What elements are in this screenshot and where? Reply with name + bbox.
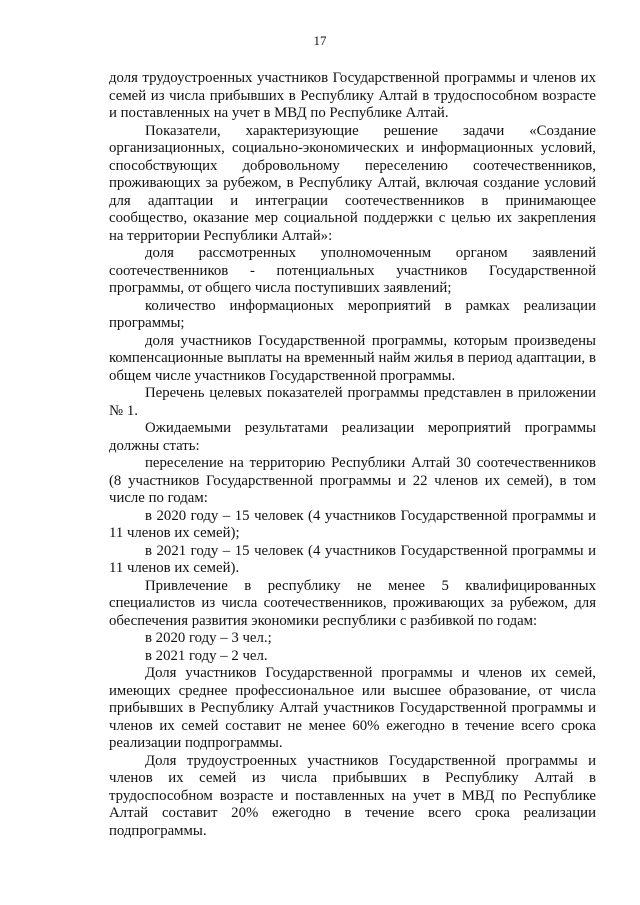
paragraph: Показатели, характеризующие решение задачи «Создание организационных, социально-экономических и информационных условий, способствующих добровольному переселению соотечественников, проживающих за рубежом, в Республику Алтай, включая создание условий для адаптации и интеграции соотечественников в принимающее сообщество, оказание мер социальной поддержки с целью их закрепления на территории Республики Алтай»: <box>109 122 596 244</box>
paragraph: переселение на территорию Республики Алтай 30 соотечественников (8 участников Государственной программы и 22 членов их семей), в том числе по годам: <box>109 455 596 506</box>
paragraph: Доля участников Государственной программы и членов их семей, имеющих среднее профессиональное или высшее образование, от числа прибывших в Республику Алтай участников Государственной программы и членов их семей составит не менее 60% ежегодно в течение всего срока реализации подпрограммы. <box>109 665 596 751</box>
paragraph: в 2021 году – 2 чел. <box>145 647 268 664</box>
document-body <box>109 70 596 840</box>
paragraph: в 2021 году – 15 человек (4 участников Государственной программы и 11 членов их семей). <box>109 542 596 576</box>
paragraph: в 2020 году – 15 человек (4 участников Государственной программы и 11 членов их семей); <box>109 507 596 541</box>
paragraph: доля участников Государственной программы, которым произведены компенсационные выплаты на временный найм жилья в период адаптации, в общем числе участников Государственной программы. <box>109 332 596 384</box>
paragraph: Привлечение в республику не менее 5 квалифицированных специалистов из числа соотечественников, проживающих за рубежом, для обеспечения развития экономики республики с разбивкой по годам: <box>109 577 596 629</box>
page-number: 17 <box>313 33 327 48</box>
paragraph: доля рассмотренных уполномоченным органом заявлений соотечественников - потенциальных участников Государственной программы, от общего числа поступивших заявлений; <box>109 245 596 296</box>
paragraph: количество информационых мероприятий в рамках реализации программы; <box>109 297 596 331</box>
paragraph: Доля трудоустроенных участников Государственной программы и членов их семей из числа прибывших в Республику Алтай в трудоспособном возрасте и поставленных на учет в МВД по Республике Алтай составит 20% ежегодно в течение всего срока реализации подпрограммы. <box>109 752 596 839</box>
paragraph: Ожидаемыми результатами реализации мероприятий программы должны стать: <box>109 420 596 454</box>
paragraph: Перечень целевых показателей программы представлен в приложении № 1. <box>109 385 596 419</box>
paragraph: в 2020 году – 3 чел.; <box>145 630 272 646</box>
paragraph-continuation: доля трудоустроенных участников Государственной программы и членов их семей из числа прибывших в Республику Алтай в трудоспособном возрасте и поставленных на учет в МВД по Республике Алтай. <box>109 70 596 121</box>
